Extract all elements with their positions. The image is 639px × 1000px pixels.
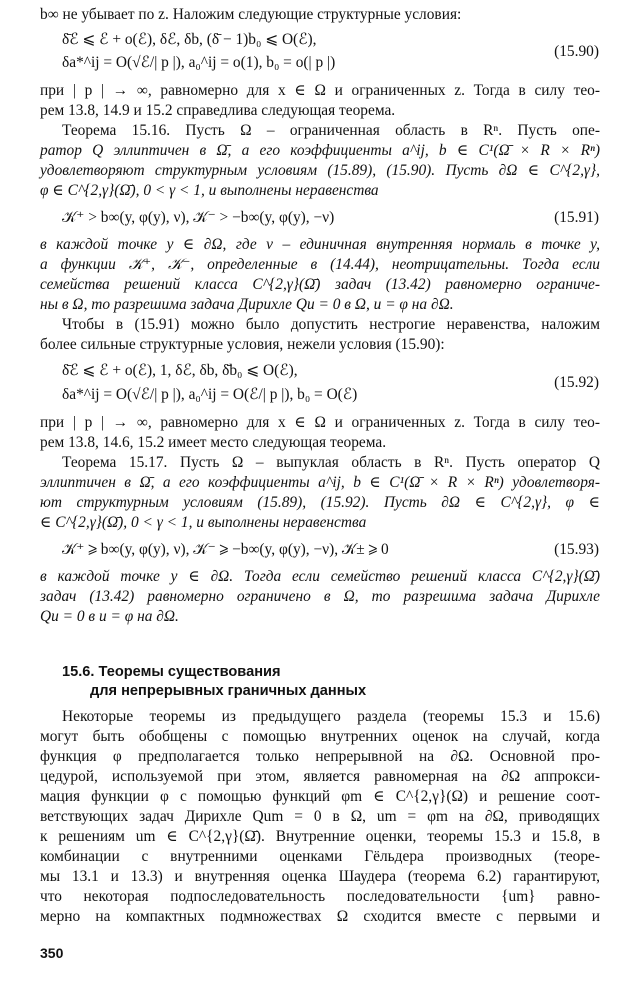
text-line: φ ∈ C^{2,γ}(Ω̄), 0 < γ < 1, и выполнены неравенства <box>40 182 379 199</box>
text-line: рем 13.8, 14.9 и 15.2 справедлива следующая теорема. <box>40 102 396 119</box>
text-line: эллиптичен в Ω̄, а его коэффициенты a^ij, b ∈ C¹(Ω̄ × R × Rⁿ) удовлетворя- <box>40 474 600 491</box>
equation-number: (15.93) <box>554 541 599 558</box>
text-line: Теорема 15.17. Пусть Ω – выпуклая область в Rⁿ. Пусть оператор Q <box>62 454 600 471</box>
equation-number: (15.90) <box>554 43 599 60</box>
text-line: рем 13.8, 14.6, 15.2 имеет место следующая теорема. <box>40 434 387 451</box>
text-line: δa*^ij = O(√ℰ/| p |), a₀^ij = O(ℰ/| p |), b₀ = O(ℰ) <box>62 386 358 403</box>
text-line: 𝒦⁺ > b∞(y, φ(y), ν), 𝒦⁻ > −b∞(y, φ(y), −ν) <box>62 209 335 226</box>
text-line: Некоторые теоремы из предыдущего раздела (теоремы 15.3 и 15.6) <box>62 708 600 725</box>
text-line: ны в Ω, то разрешима задача Дирихле Qu = 0 в Ω, u = φ на ∂Ω. <box>40 296 454 313</box>
section-heading-line1: 15.6. Теоремы существования <box>62 664 281 680</box>
text-line: Qu = 0 в u = φ на ∂Ω. <box>40 608 179 625</box>
equation-number: (15.91) <box>554 209 599 226</box>
text-line: ветствующих задач Дирихле Qum = 0 в Ω, um = φm на ∂Ω, приводящих <box>40 808 600 825</box>
section-heading-line2: для непрерывных граничных данных <box>90 683 367 699</box>
text-line: мерно на компактных подмножествах Ω сходится вместе с первыми и <box>40 908 600 925</box>
text-line: мы 13.1 и 13.3) и внутренняя оценка Шаудера (теорема 6.2) гарантируют, <box>40 868 600 885</box>
text-line: задач (13.42) равномерно ограничено в Ω, то разрешима задача Дирихле <box>40 588 600 605</box>
text-line: семейства решений класса C^{2,γ}(Ω̄) задач (13.42) равномерно ограниче- <box>40 276 600 293</box>
text-line: ратор Q эллиптичен в Ω̄, а его коэффициенты a^ij, b ∈ C¹(Ω̄ × R × Rⁿ) <box>40 142 600 159</box>
text-line: 𝒦⁺ ⩾ b∞(y, φ(y), ν), 𝒦⁻ ⩾ −b∞(y, φ(y), −ν), 𝒦± ⩾ 0 <box>62 541 389 558</box>
text-line: ют структурным условиям (15.89), (15.92). Пусть ∂Ω ∈ C^{2,γ}, φ ∈ <box>40 494 600 511</box>
text-line: комбинации с внутренними оценками Гёльдера производных (теоре- <box>40 848 600 865</box>
equation-number: (15.92) <box>554 374 599 391</box>
text-line: Теорема 15.16. Пусть Ω – ограниченная область в Rⁿ. Пусть опе- <box>62 122 600 139</box>
text-line: более сильные структурные условия, нежели условия (15.90): <box>40 336 445 353</box>
text-line: δ̄ℰ ⩽ ℰ + o(ℰ), 1, δℰ, δb, δ̄b₀ ⩽ O(ℰ), <box>62 362 298 379</box>
text-line: δa*^ij = O(√ℰ/| p |), a₀^ij = o(1), b₀ = o(| p |) <box>62 54 336 71</box>
text-line: ∈ C^{2,γ}(Ω̄), 0 < γ < 1, и выполнены неравенства <box>40 514 367 531</box>
text-line: функция φ предполагается только непрерывной на ∂Ω. Основной про- <box>40 748 600 765</box>
text-line: могут быть обобщены с помощью внутренних оценок на случай, когда <box>40 728 600 745</box>
text-line: удовлетворяют структурным условиям (15.89), (15.90). Пусть ∂Ω ∈ C^{2,γ}, <box>40 162 600 179</box>
text-line: а функции 𝒦⁺, 𝒦⁻, определенные в (14.44), неотрицательны. Тогда если <box>40 256 600 273</box>
text-line: мация функции φ с помощью функций φm ∈ C^{2,γ}(Ω) и решение соот- <box>40 788 600 805</box>
text-line: в каждой точке y ∈ ∂Ω, где ν – единичная внутренняя нормаль в точке y, <box>40 236 600 253</box>
text-line: что некоторая подпоследовательность последовательности {um} равно- <box>40 888 600 905</box>
text-line: цедурой, используемой при этом, является равномерная на ∂Ω аппрокси- <box>40 768 600 785</box>
text-line: b∞ не убывает по z. Наложим следующие структурные условия: <box>40 6 462 23</box>
text-line: δ̄ℰ ⩽ ℰ + o(ℰ), δℰ, δb, (δ̄ − 1)b₀ ⩽ O(ℰ), <box>62 31 317 48</box>
page-number: 350 <box>40 945 64 961</box>
text-line: при | p | → ∞, равномерно для x ∈ Ω и ограниченных z. Тогда в силу тео- <box>40 82 600 99</box>
text-line: при | p | → ∞, равномерно для x ∈ Ω и ограниченных z. Тогда в силу тео- <box>40 414 600 431</box>
text-line: к решениям um ∈ C^{2,γ}(Ω̄). Внутренние оценки, теоремы 15.3 и 15.8, в <box>40 828 600 845</box>
text-line: Чтобы в (15.91) можно было допустить нестрогие неравенства, наложим <box>62 316 600 333</box>
text-line: в каждой точке y ∈ ∂Ω. Тогда если семейство решений класса C^{2,γ}(Ω̄) <box>40 568 600 585</box>
